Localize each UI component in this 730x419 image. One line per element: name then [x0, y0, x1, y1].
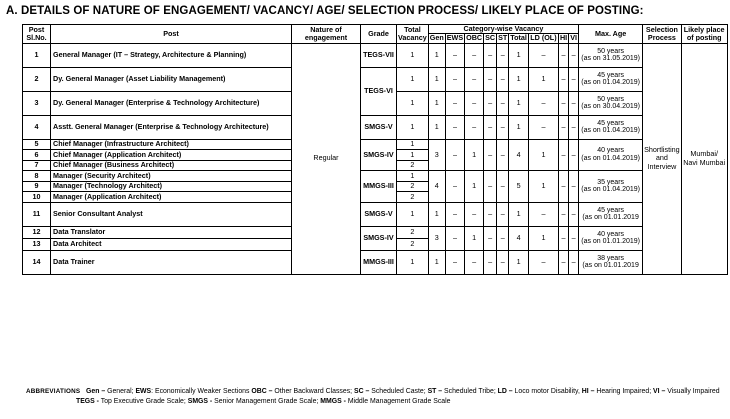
- post-cell: Dy. General Manager (Asset Liability Management): [51, 67, 292, 91]
- obc-cell: –: [465, 115, 484, 139]
- max-age-cell: [579, 115, 643, 139]
- cat-total-cell: 4: [509, 139, 529, 171]
- header-max-age: Max. Age: [579, 25, 643, 44]
- header-grade: Grade: [361, 25, 397, 44]
- total-vacancy-cell: 2: [397, 160, 429, 171]
- abbr-desc: Top Executive Grade Scale;: [98, 398, 188, 405]
- table-row: [23, 250, 728, 274]
- age-asof: (as on 01.04.2019): [581, 186, 640, 194]
- post-cell: Data Architect: [51, 238, 292, 250]
- total-vacancy-cell: 1: [397, 250, 429, 274]
- slno-cell: 4: [23, 115, 51, 139]
- header-ld: LD (OL): [530, 33, 557, 43]
- max-age-cell: [579, 91, 643, 115]
- table-row: [23, 43, 728, 67]
- selection-cell: Shortlisting and Interview: [643, 43, 682, 274]
- sc-cell: –: [484, 202, 497, 226]
- obc-cell: 1: [465, 226, 484, 250]
- post-cell: Data Trainer: [51, 250, 292, 274]
- gen-cell: 1: [428, 43, 445, 67]
- grade-cell: SMGS-V: [361, 202, 397, 226]
- slno-cell: 8: [23, 171, 51, 182]
- abbr-term: LD –: [497, 388, 513, 395]
- ews-cell: –: [445, 91, 464, 115]
- header-hi: HI: [559, 33, 568, 43]
- gen-cell: 1: [428, 67, 445, 91]
- grade-cell: MMGS-III: [361, 250, 397, 274]
- abbr-desc: Hearing Impaired;: [594, 388, 654, 395]
- table-row: [23, 226, 728, 238]
- age-years: 50 years: [597, 95, 625, 103]
- header-sc: SC: [485, 33, 496, 43]
- st-cell: –: [497, 91, 509, 115]
- abbreviations-line-1: [26, 387, 726, 397]
- cat-total-cell: 1: [509, 115, 529, 139]
- st-cell: –: [497, 115, 509, 139]
- total-vacancy-cell: 1: [397, 67, 429, 91]
- vi-cell: –: [569, 139, 579, 171]
- total-vacancy-cell: 1: [397, 91, 429, 115]
- vi-cell: –: [569, 67, 579, 91]
- slno-cell: 12: [23, 226, 51, 238]
- obc-cell: –: [465, 202, 484, 226]
- cat-total-cell: 5: [509, 171, 529, 203]
- abbr-desc: Loco motor Disability,: [512, 388, 582, 395]
- header-post: Post: [51, 25, 292, 44]
- vacancy-table: [22, 24, 728, 275]
- abbr-term: TEGS -: [76, 398, 99, 405]
- hi-cell: –: [558, 43, 568, 67]
- vi-cell: –: [569, 43, 579, 67]
- slno-cell: 3: [23, 91, 51, 115]
- cat-total-cell: 1: [509, 43, 529, 67]
- slno-cell: 13: [23, 238, 51, 250]
- sc-cell: –: [484, 226, 497, 250]
- abbr-term: ST –: [427, 388, 443, 395]
- age-asof: (as on 01.04.2019): [581, 154, 640, 162]
- age-years: 40 years: [597, 230, 625, 238]
- place-cell: Mumbai/ Navi Mumbai: [681, 43, 727, 274]
- ld-cell: –: [528, 115, 558, 139]
- max-age-cell: [579, 226, 643, 250]
- abbreviations-label: ABBREVIATIONS: [26, 388, 81, 395]
- header-selection: Selection Process: [643, 25, 682, 44]
- slno-cell: 5: [23, 139, 51, 150]
- grade-cell: MMGS-III: [361, 171, 397, 203]
- header-category-wise: Category-wise Vacancy: [428, 25, 578, 34]
- post-cell: Data Translator: [51, 226, 292, 238]
- abbreviations-note: [26, 387, 726, 407]
- ews-cell: –: [445, 139, 464, 171]
- ld-cell: –: [528, 91, 558, 115]
- abbr-desc: Visually Impaired: [665, 388, 720, 395]
- ews-cell: –: [445, 202, 464, 226]
- hi-cell: –: [558, 115, 568, 139]
- abbr-desc: Other Backward Classes;: [272, 388, 354, 395]
- gen-cell: 1: [428, 202, 445, 226]
- slno-cell: 10: [23, 192, 51, 203]
- total-vacancy-cell: 1: [397, 202, 429, 226]
- abbr-desc: : Economically Weaker Sections: [151, 388, 252, 395]
- max-age-cell: [579, 139, 643, 171]
- header-obc: OBC: [466, 33, 483, 43]
- age-asof: (as on 01.04.2019): [581, 127, 640, 135]
- grade-cell: SMGS-V: [361, 115, 397, 139]
- header-gen: Gen: [429, 33, 444, 43]
- table-row: [23, 139, 728, 150]
- sc-cell: –: [484, 91, 497, 115]
- cat-total-cell: 1: [509, 250, 529, 274]
- obc-cell: –: [465, 43, 484, 67]
- slno-cell: 2: [23, 67, 51, 91]
- grade-cell: TEGS-VI: [361, 67, 397, 115]
- gen-cell: 4: [428, 171, 445, 203]
- gen-cell: 1: [428, 250, 445, 274]
- total-vacancy-cell: 1: [397, 150, 429, 161]
- sc-cell: –: [484, 43, 497, 67]
- nature-cell: Regular: [292, 43, 361, 274]
- vi-cell: –: [569, 226, 579, 250]
- hi-cell: –: [558, 91, 568, 115]
- abbr-term: VI –: [653, 388, 666, 395]
- abbr-desc: Middle Management Grade Scale: [345, 398, 451, 405]
- age-years: 40 years: [597, 147, 625, 155]
- grade-cell: SMGS-IV: [361, 226, 397, 250]
- post-cell: Chief Manager (Infrastructure Architect): [51, 139, 292, 150]
- slno-cell: 9: [23, 181, 51, 192]
- age-years: 45 years: [597, 71, 625, 79]
- ld-cell: 1: [528, 171, 558, 203]
- abbr-term: HI –: [581, 388, 595, 395]
- abbr-desc: General;: [105, 388, 136, 395]
- age-years: 35 years: [597, 178, 625, 186]
- post-cell: General Manager (IT – Strategy, Architecture & Planning): [51, 43, 292, 67]
- post-cell: Asstt. General Manager (Enterprise & Technology Architecture): [51, 115, 292, 139]
- max-age-cell: [579, 43, 643, 67]
- ews-cell: –: [445, 43, 464, 67]
- ews-cell: –: [445, 250, 464, 274]
- st-cell: –: [497, 43, 509, 67]
- total-vacancy-cell: 2: [397, 181, 429, 192]
- ews-cell: –: [445, 67, 464, 91]
- sc-cell: –: [484, 171, 497, 203]
- age-asof: (as on 30.04.2019): [581, 103, 640, 111]
- age-years: 50 years: [597, 47, 625, 55]
- total-vacancy-cell: 2: [397, 192, 429, 203]
- gen-cell: 1: [428, 115, 445, 139]
- post-cell: Manager (Technology Architect): [51, 181, 292, 192]
- header-nature: Nature of engagement: [292, 25, 361, 44]
- max-age-cell: [579, 250, 643, 274]
- header-place: Likely place of posting: [681, 25, 727, 44]
- gen-cell: 3: [428, 139, 445, 171]
- abbr-term: EWS: [135, 388, 152, 395]
- post-cell: Dy. General Manager (Enterprise & Technology Architecture): [51, 91, 292, 115]
- ews-cell: –: [445, 171, 464, 203]
- age-years: 45 years: [597, 119, 625, 127]
- grade-cell: SMGS-IV: [361, 139, 397, 171]
- cat-total-cell: 4: [509, 226, 529, 250]
- obc-cell: –: [465, 250, 484, 274]
- slno-cell: 11: [23, 202, 51, 226]
- obc-cell: –: [465, 91, 484, 115]
- gen-cell: 3: [428, 226, 445, 250]
- obc-cell: 1: [465, 139, 484, 171]
- post-cell: Manager (Application Architect): [51, 192, 292, 203]
- header-total: Total: [510, 33, 527, 43]
- hi-cell: –: [558, 171, 568, 203]
- st-cell: –: [497, 250, 509, 274]
- hi-cell: –: [558, 226, 568, 250]
- st-cell: –: [497, 226, 509, 250]
- total-vacancy-cell: 1: [397, 43, 429, 67]
- abbr-desc: Senior Management Grade Scale;: [212, 398, 321, 405]
- abbr-term: Gen –: [86, 388, 106, 395]
- cat-total-cell: 1: [509, 91, 529, 115]
- age-asof: (as on 31.05.2019): [581, 55, 640, 63]
- section-heading: A. DETAILS OF NATURE OF ENGAGEMENT/ VACANCY/ AGE/ SELECTION PROCESS/ LIKELY PLACE OF POSTING:: [6, 5, 644, 17]
- ld-cell: –: [528, 202, 558, 226]
- ld-cell: 1: [528, 226, 558, 250]
- vi-cell: –: [569, 115, 579, 139]
- max-age-cell: [579, 171, 643, 203]
- total-vacancy-cell: 1: [397, 115, 429, 139]
- total-vacancy-cell: 1: [397, 139, 429, 150]
- hi-cell: –: [558, 202, 568, 226]
- post-cell: Senior Consultant Analyst: [51, 202, 292, 226]
- post-cell: Chief Manager (Business Architect): [51, 160, 292, 171]
- hi-cell: –: [558, 67, 568, 91]
- header-vi: VI: [570, 33, 578, 43]
- total-vacancy-cell: 1: [397, 171, 429, 182]
- age-asof: (as on 01.01.2019): [581, 238, 640, 246]
- sc-cell: –: [484, 115, 497, 139]
- post-cell: Chief Manager (Application Architect): [51, 150, 292, 161]
- header-slno: Post Sl.No.: [23, 25, 51, 44]
- st-cell: –: [497, 202, 509, 226]
- cat-total-cell: 1: [509, 67, 529, 91]
- age-asof: (as on 01.04.2019): [581, 79, 640, 87]
- obc-cell: 1: [465, 171, 484, 203]
- slno-cell: 6: [23, 150, 51, 161]
- vi-cell: –: [569, 91, 579, 115]
- abbr-term: SC –: [354, 388, 370, 395]
- ld-cell: –: [528, 250, 558, 274]
- vi-cell: –: [569, 171, 579, 203]
- ld-cell: 1: [528, 139, 558, 171]
- vi-cell: –: [569, 202, 579, 226]
- ews-cell: –: [445, 226, 464, 250]
- hi-cell: –: [558, 250, 568, 274]
- abbr-term: SMGS -: [187, 398, 213, 405]
- sc-cell: –: [484, 250, 497, 274]
- slno-cell: 1: [23, 43, 51, 67]
- vi-cell: –: [569, 250, 579, 274]
- post-cell: Manager (Security Architect): [51, 171, 292, 182]
- ews-cell: –: [445, 115, 464, 139]
- sc-cell: –: [484, 67, 497, 91]
- table-row: [23, 171, 728, 182]
- max-age-cell: [579, 202, 643, 226]
- slno-cell: 14: [23, 250, 51, 274]
- table-row: [23, 67, 728, 91]
- slno-cell: 7: [23, 160, 51, 171]
- age-years: 45 years: [597, 206, 625, 214]
- header-ews: EWS: [446, 33, 464, 43]
- total-vacancy-cell: 2: [397, 238, 429, 250]
- hi-cell: –: [558, 139, 568, 171]
- header-total-vacancy: Total Vacancy: [398, 24, 427, 42]
- abbr-desc: Scheduled Caste;: [369, 388, 428, 395]
- age-asof: (as on 01.01.2019: [582, 214, 639, 222]
- abbr-term: MMGS -: [320, 398, 346, 405]
- table-row: [23, 115, 728, 139]
- abbr-desc: Scheduled Tribe;: [442, 388, 498, 395]
- total-vacancy-cell: 2: [397, 226, 429, 238]
- grade-cell: TEGS-VII: [361, 43, 397, 67]
- ld-cell: 1: [528, 67, 558, 91]
- table-row: [23, 202, 728, 226]
- obc-cell: –: [465, 67, 484, 91]
- cat-total-cell: 1: [509, 202, 529, 226]
- max-age-cell: [579, 67, 643, 91]
- st-cell: –: [497, 67, 509, 91]
- st-cell: –: [497, 171, 509, 203]
- age-years: 38 years: [597, 254, 625, 262]
- gen-cell: 1: [428, 91, 445, 115]
- age-asof: (as on 01.01.2019: [582, 262, 639, 270]
- abbr-term: OBC –: [251, 388, 273, 395]
- st-cell: –: [497, 139, 509, 171]
- ld-cell: –: [528, 43, 558, 67]
- header-st: ST: [498, 33, 508, 43]
- sc-cell: –: [484, 139, 497, 171]
- abbreviations-line-2: [26, 397, 726, 407]
